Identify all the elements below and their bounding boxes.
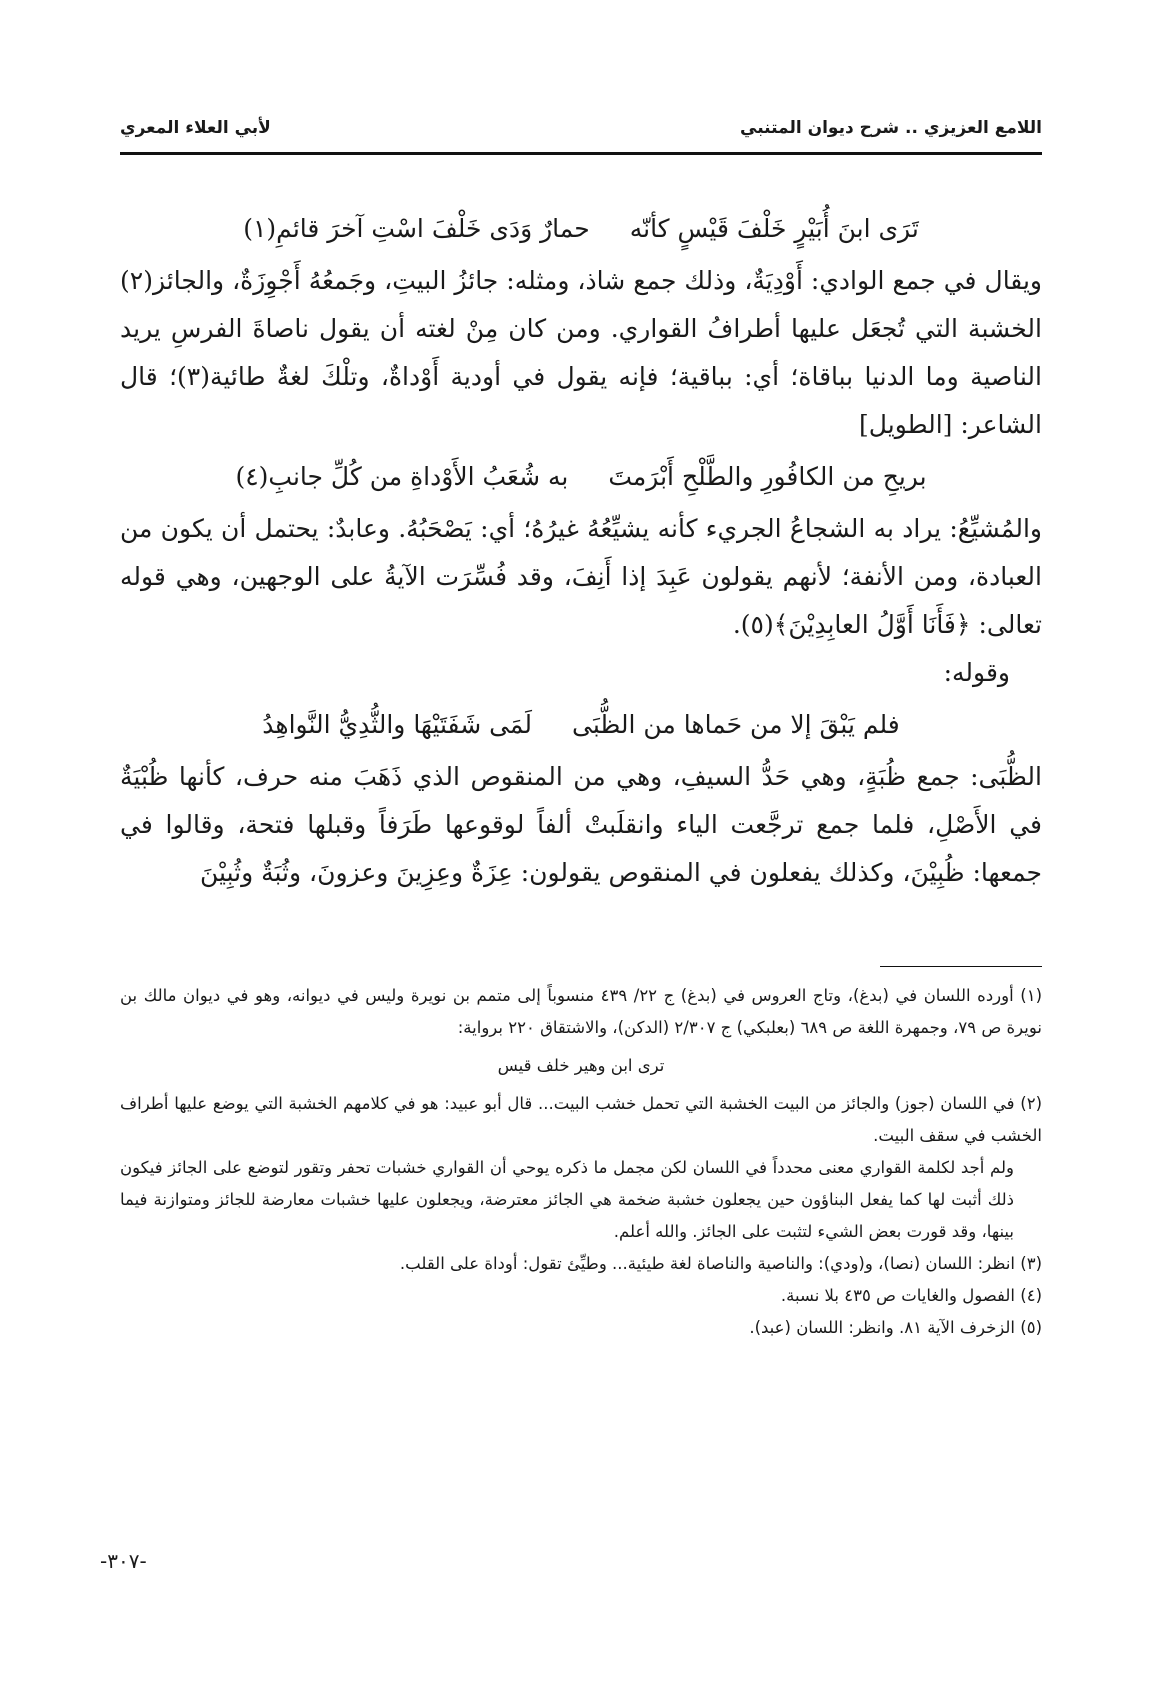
footnote-1-verse: ترى ابن وهير خلف قيس: [497, 1056, 665, 1075]
verse-3: [120, 701, 1042, 749]
verse-2-second-hemistich: به شُعَبُ الأَوْداةِ من كُلِّ جانبِ(٤): [235, 462, 569, 491]
header-rule: [120, 152, 1042, 155]
author-name: لأبي العلاء المعري: [120, 118, 271, 138]
verse-1-first-hemistich: تَرَى ابنَ أُبَيْرٍ خَلْفَ قَيْسٍ كأنّه: [629, 214, 919, 243]
paragraph-1: ويقال في جمع الوادي: أَوْدِيَةٌ، وذلك جمع شاذ، ومثله: جائزُ البيتِ، وجَمعُهُ أَجْوِزَةٌ، والجائز(٢) الخشبة التي تُجعَل عليها أطرافُ القواري. ومن كان مِنْ لغته أن يقول ناصاةَ الفرسِ يريد الناصية وما الدنيا بباقاة؛ أي: بباقية؛ فإنه يقول في أودية أَوْداةٌ، وتلْكَ لغةٌ طائية(٣)؛ قال الشاعر: [الطويل]: [120, 266, 1042, 439]
footnote-rule: [880, 966, 1042, 967]
footnote-2: (٢) في اللسان (جوز) والجائز من البيت الخشبة التي تحمل خشب البيت... قال أبو عبيد: هو في كلامهم الخشبة التي يوضع عليها أطراف الخشب في سقف البيت.: [120, 1094, 1042, 1145]
footnotes: [120, 980, 1042, 1344]
verse-1: [120, 205, 1042, 253]
book-title: اللامع العزيزي .. شرح ديوان المتنبي: [740, 118, 1042, 138]
verse-1-second-hemistich: حمارٌ وَدَى خَلْفَ اسْتِ آخرَ قائمِ(١): [243, 214, 590, 243]
footnote-2-note: ولم أجد لكلمة القواري معنى محدداً في اللسان لكن مجمل ما ذكره يوحي أن القواري خشبات تحفر وتقور لتوضع على الجائز فيكون ذلك أثبت لها كما يفعل البناؤون حين يجعلون خشبة ضخمة هي الجائز معترضة، ويجعلون عليها خشبات معارضة للجائز ومتوازنة فيما بينها، وقد قورت بعض الشيء لتثبت على الجائز. والله أعلم.: [120, 1158, 1014, 1241]
paragraph-4: الظُّبَى: جمع ظُبَةٍ، وهي حَدُّ السيفِ، وهي من المنقوص الذي ذَهَبَ منه حرف، كأنها ظُبْيَةٌ في الأَصْلِ، فلما جمع ترجَّعت الياء وانقلَبتْ ألفاً لوقوعها طَرَفاً وقبلها فتحة، وقالوا في جمعها: ظُبِيْنَ، وكذلك يفعلون في المنقوص يقولون: عِزَةٌ وعِزِينَ وعزونَ، وثُبَةٌ وثُبِيْنَ: [120, 762, 1042, 887]
verse-3-second-hemistich: لَمَى شَفَتَيْهَا والثُّدِيُّ النَّواهِدُ: [262, 710, 532, 739]
verse-2: [120, 453, 1042, 501]
verse-3-first-hemistich: فلم يَبْقَ إلا من حَماها من الظُّبَى: [572, 710, 900, 739]
paragraph-3: وقوله:: [943, 658, 1010, 687]
footnote-5: (٥) الزخرف الآية ٨١. وانظر: اللسان (عبد).: [749, 1318, 1042, 1337]
paragraph-2: والمُشيِّعُ: يراد به الشجاعُ الجريء كأنه يشيِّعُهُ غيرُهُ؛ أي: يَصْحَبُهُ. وعابدٌ: يحتمل أن يكون من العبادة، ومن الأنفة؛ لأنهم يقولون عَبِدَ إذا أَنِفَ، وقد فُسِّرَت الآيةُ على الوجهين، وهي قوله تعالى: ﴿فَأَنَا أَوَّلُ العابِدِيْنَ﴾(٥).: [120, 514, 1043, 639]
main-text: [120, 205, 1042, 897]
footnote-3: (٣) انظر: اللسان (نصا)، و(ودي): والناصية والناصاة لغة طيئية... وطيِّئ تقول: أوداة على القلب.: [399, 1254, 1042, 1273]
running-head: [120, 112, 1042, 148]
page-number: -٣٠٧-: [100, 1549, 147, 1573]
footnote-4: (٤) الفصول والغايات ص ٤٣٥ بلا نسبة.: [780, 1286, 1042, 1305]
footnote-1: (١) أورده اللسان في (بدغ)، وتاج العروس في (بدغ) ج ٢٢/ ٤٣٩ منسوباً إلى متمم بن نويرة وليس في ديوانه، وهو في ديوان مالك بن نويرة ص ٧٩، وجمهرة اللغة ص ٦٨٩ (بعلبكي) ج ٢/٣٠٧ (الدكن)، والاشتقاق ٢٢٠ برواية:: [120, 986, 1042, 1037]
verse-2-first-hemistich: بريحِ من الكافُورِ والطَّلْحِ أَبْرَمتَ: [608, 462, 927, 491]
